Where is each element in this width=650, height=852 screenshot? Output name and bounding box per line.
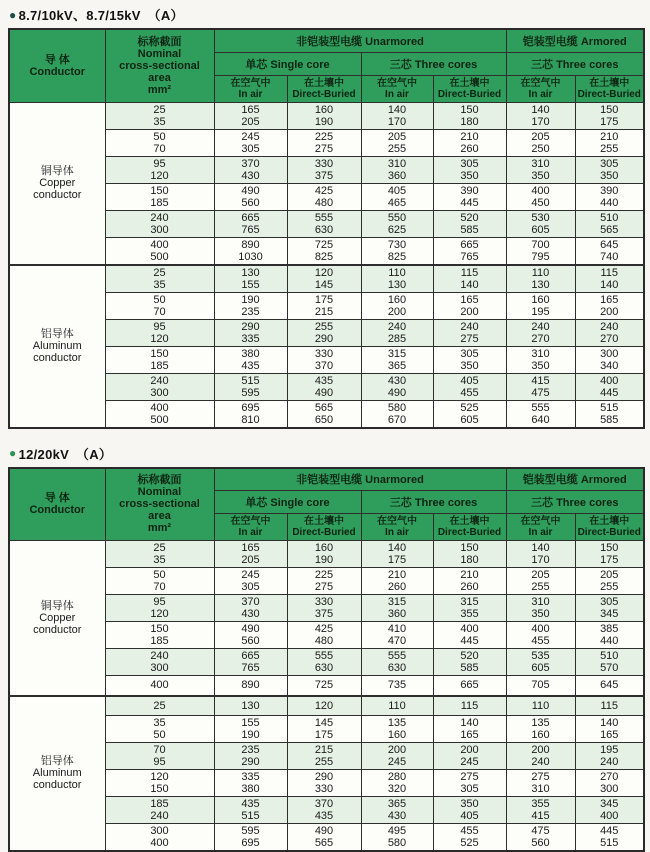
value-cell: 550 625 (361, 210, 433, 237)
value-cell: 210 260 (433, 568, 506, 595)
value-cell: 890 (214, 676, 287, 696)
size-cell: 150 185 (105, 346, 214, 373)
header-three-cores: 三芯 Three cores (361, 52, 506, 75)
value-cell: 135 160 (506, 716, 575, 743)
value-cell: 115 140 (433, 265, 506, 293)
table-row-group (9, 696, 644, 716)
value-cell: 555 640 (506, 400, 575, 428)
value-cell: 490 560 (214, 622, 287, 649)
value-cell: 370 430 (214, 595, 287, 622)
table-row-group (9, 743, 644, 770)
value-cell: 160 200 (361, 292, 433, 319)
value-cell: 150 180 (433, 541, 506, 568)
value-cell: 290 330 (287, 770, 361, 797)
table-row-group (9, 770, 644, 797)
table-row-group (9, 824, 644, 852)
value-cell: 525 605 (433, 400, 506, 428)
table-row-group (9, 716, 644, 743)
value-cell: 725 (287, 676, 361, 696)
size-cell: 25 35 (105, 265, 214, 293)
conductor-label: 铝导体 Aluminum conductor (9, 696, 105, 852)
value-cell: 190 235 (214, 292, 287, 319)
value-cell: 155 190 (214, 716, 287, 743)
value-cell: 400 450 (506, 183, 575, 210)
value-cell: 135 160 (361, 716, 433, 743)
value-cell: 310 350 (506, 156, 575, 183)
value-cell: 700 795 (506, 237, 575, 265)
header-direct-buried: 在土壤中 Direct-Buried (575, 514, 644, 541)
value-cell: 115 (575, 696, 644, 716)
value-cell: 645 (575, 676, 644, 696)
value-cell: 200 245 (361, 743, 433, 770)
value-cell: 490 565 (287, 824, 361, 852)
value-cell: 140 170 (361, 102, 433, 129)
value-cell: 300 340 (575, 346, 644, 373)
value-cell: 595 695 (214, 824, 287, 852)
value-cell: 410 470 (361, 622, 433, 649)
value-cell: 205 255 (361, 129, 433, 156)
value-cell: 445 515 (575, 824, 644, 852)
table-body (9, 102, 644, 428)
value-cell: 510 565 (575, 210, 644, 237)
value-cell: 665 765 (214, 649, 287, 676)
value-cell: 200 240 (506, 743, 575, 770)
size-cell: 300 400 (105, 824, 214, 852)
value-cell: 255 290 (287, 319, 361, 346)
value-cell: 890 1030 (214, 237, 287, 265)
header-unarmored: 非铠装型电缆 Unarmored (214, 468, 506, 491)
table-title-2 (9, 444, 643, 463)
size-cell: 185 240 (105, 797, 214, 824)
value-cell: 355 415 (506, 797, 575, 824)
value-cell: 205 255 (575, 568, 644, 595)
header-in-air: 在空气中 In air (214, 75, 287, 102)
value-cell: 140 170 (506, 102, 575, 129)
value-cell: 145 175 (287, 716, 361, 743)
header-three-cores-armored: 三芯 Three cores (506, 52, 644, 75)
value-cell: 385 440 (575, 622, 644, 649)
value-cell: 195 240 (575, 743, 644, 770)
value-cell: 435 490 (287, 373, 361, 400)
value-cell: 240 270 (575, 319, 644, 346)
value-cell: 495 580 (361, 824, 433, 852)
size-cell: 50 70 (105, 292, 214, 319)
header-unarmored: 非铠装型电缆 Unarmored (214, 29, 506, 52)
value-cell: 225 275 (287, 568, 361, 595)
value-cell: 140 175 (361, 541, 433, 568)
value-cell: 305 350 (575, 156, 644, 183)
header-direct-buried: 在土壤中 Direct-Buried (287, 514, 361, 541)
value-cell: 335 380 (214, 770, 287, 797)
value-cell: 475 560 (506, 824, 575, 852)
value-cell: 160 195 (506, 292, 575, 319)
value-cell: 535 605 (506, 649, 575, 676)
value-cell: 165 205 (214, 102, 287, 129)
value-cell: 315 360 (361, 595, 433, 622)
value-cell: 405 465 (361, 183, 433, 210)
table-header (9, 29, 644, 102)
value-cell: 280 320 (361, 770, 433, 797)
value-cell: 665 765 (214, 210, 287, 237)
value-cell: 565 650 (287, 400, 361, 428)
value-cell: 665 (433, 676, 506, 696)
value-cell: 165 205 (214, 541, 287, 568)
value-cell: 310 360 (361, 156, 433, 183)
value-cell: 310 350 (506, 346, 575, 373)
value-cell: 665 765 (433, 237, 506, 265)
value-cell: 210 260 (433, 129, 506, 156)
table-row-group (9, 292, 644, 319)
table-row-group (9, 265, 644, 293)
size-cell: 25 35 (105, 102, 214, 129)
header-in-air: 在空气中 In air (361, 514, 433, 541)
header-conductor: 导 体 Conductor (9, 29, 105, 102)
table-row-group (9, 400, 644, 428)
table-row-group (9, 102, 644, 129)
bullet-icon: ● (9, 9, 17, 21)
value-cell: 200 245 (433, 743, 506, 770)
conductor-label: 铜导体 Copper conductor (9, 541, 105, 696)
table-row-group (9, 319, 644, 346)
value-cell: 310 350 (506, 595, 575, 622)
value-cell: 140 165 (575, 716, 644, 743)
header-direct-buried: 在土壤中 Direct-Buried (575, 75, 644, 102)
table-block-2 (8, 444, 643, 852)
size-cell: 25 (105, 696, 214, 716)
value-cell: 370 430 (214, 156, 287, 183)
size-cell: 35 50 (105, 716, 214, 743)
table-header (9, 468, 644, 541)
size-cell: 150 185 (105, 622, 214, 649)
value-cell: 390 440 (575, 183, 644, 210)
value-cell: 400 445 (433, 622, 506, 649)
spacer (8, 429, 643, 442)
header-direct-buried: 在土壤中 Direct-Buried (433, 75, 506, 102)
value-cell: 115 (433, 696, 506, 716)
header-three-cores: 三芯 Three cores (361, 491, 506, 514)
value-cell: 130 (214, 696, 287, 716)
value-cell: 160 190 (287, 102, 361, 129)
size-cell: 400 (105, 676, 214, 696)
value-cell: 245 305 (214, 568, 287, 595)
size-cell: 95 120 (105, 319, 214, 346)
table-title-text: 12/20kV （A） (19, 444, 113, 463)
value-cell: 435 515 (214, 797, 287, 824)
header-armored: 铠装型电缆 Armored (506, 468, 644, 491)
value-cell: 735 (361, 676, 433, 696)
value-cell: 530 605 (506, 210, 575, 237)
value-cell: 210 255 (575, 129, 644, 156)
size-cell: 50 70 (105, 129, 214, 156)
value-cell: 425 480 (287, 622, 361, 649)
size-cell: 70 95 (105, 743, 214, 770)
value-cell: 515 595 (214, 373, 287, 400)
value-cell: 370 435 (287, 797, 361, 824)
header-in-air: 在空气中 In air (214, 514, 287, 541)
value-cell: 315 365 (361, 346, 433, 373)
value-cell: 110 (361, 696, 433, 716)
value-cell: 150 175 (575, 102, 644, 129)
size-cell: 95 120 (105, 156, 214, 183)
value-cell: 405 455 (433, 373, 506, 400)
value-cell: 390 445 (433, 183, 506, 210)
size-cell: 400 500 (105, 237, 214, 265)
value-cell: 730 825 (361, 237, 433, 265)
value-cell: 400 445 (575, 373, 644, 400)
header-row-cable-type (9, 29, 644, 52)
conductor-label: 铜导体 Copper conductor (9, 102, 105, 265)
size-cell: 240 300 (105, 649, 214, 676)
value-cell: 365 430 (361, 797, 433, 824)
value-cell: 510 570 (575, 649, 644, 676)
size-cell: 400 500 (105, 400, 214, 428)
value-cell: 140 170 (506, 541, 575, 568)
value-cell: 555 630 (287, 649, 361, 676)
table-body (9, 541, 644, 852)
value-cell: 245 305 (214, 129, 287, 156)
value-cell: 270 300 (575, 770, 644, 797)
value-cell: 210 260 (361, 568, 433, 595)
header-in-air: 在空气中 In air (506, 514, 575, 541)
header-in-air: 在空气中 In air (361, 75, 433, 102)
header-direct-buried: 在土壤中 Direct-Buried (433, 514, 506, 541)
table-row-group (9, 649, 644, 676)
header-armored: 铠装型电缆 Armored (506, 29, 644, 52)
header-area: 标称截面 Nominal cross-sectional area mm² (105, 468, 214, 541)
value-cell: 305 350 (433, 156, 506, 183)
value-cell: 430 490 (361, 373, 433, 400)
size-cell: 95 120 (105, 595, 214, 622)
value-cell: 275 305 (433, 770, 506, 797)
value-cell: 205 250 (506, 129, 575, 156)
value-cell: 110 130 (506, 265, 575, 293)
table-row-group (9, 373, 644, 400)
value-cell: 215 255 (287, 743, 361, 770)
header-area: 标称截面 Nominal cross-sectional area mm² (105, 29, 214, 102)
value-cell: 380 435 (214, 346, 287, 373)
value-cell: 305 345 (575, 595, 644, 622)
value-cell: 205 255 (506, 568, 575, 595)
size-cell: 120 150 (105, 770, 214, 797)
value-cell: 330 375 (287, 595, 361, 622)
value-cell: 725 825 (287, 237, 361, 265)
value-cell: 140 165 (433, 716, 506, 743)
value-cell: 290 335 (214, 319, 287, 346)
value-cell: 330 375 (287, 156, 361, 183)
table-row-group (9, 346, 644, 373)
value-cell: 515 585 (575, 400, 644, 428)
table-title-text: 8.7/10kV、8.7/15kV （A） (19, 5, 184, 24)
size-cell: 240 300 (105, 373, 214, 400)
value-cell: 130 155 (214, 265, 287, 293)
value-cell: 490 560 (214, 183, 287, 210)
current-ratings-table (8, 467, 645, 852)
table-row-group (9, 797, 644, 824)
value-cell: 150 180 (433, 102, 506, 129)
header-row-cable-type (9, 468, 644, 491)
value-cell: 275 310 (506, 770, 575, 797)
value-cell: 555 630 (361, 649, 433, 676)
table-row-group (9, 541, 644, 568)
value-cell: 695 810 (214, 400, 287, 428)
value-cell: 150 175 (575, 541, 644, 568)
value-cell: 240 285 (361, 319, 433, 346)
table-row-group (9, 156, 644, 183)
value-cell: 240 275 (433, 319, 506, 346)
value-cell: 645 740 (575, 237, 644, 265)
value-cell: 425 480 (287, 183, 361, 210)
value-cell: 350 405 (433, 797, 506, 824)
table-row-group (9, 676, 644, 696)
value-cell: 415 475 (506, 373, 575, 400)
header-direct-buried: 在土壤中 Direct-Buried (287, 75, 361, 102)
value-cell: 330 370 (287, 346, 361, 373)
value-cell: 225 275 (287, 129, 361, 156)
value-cell: 555 630 (287, 210, 361, 237)
header-single-core: 单芯 Single core (214, 52, 361, 75)
size-cell: 50 70 (105, 568, 214, 595)
table-row-group (9, 622, 644, 649)
value-cell: 120 145 (287, 265, 361, 293)
size-cell: 25 35 (105, 541, 214, 568)
size-cell: 150 185 (105, 183, 214, 210)
value-cell: 165 200 (575, 292, 644, 319)
value-cell: 315 355 (433, 595, 506, 622)
value-cell: 580 670 (361, 400, 433, 428)
header-conductor: 导 体 Conductor (9, 468, 105, 541)
value-cell: 110 130 (361, 265, 433, 293)
header-single-core: 单芯 Single core (214, 491, 361, 514)
value-cell: 345 400 (575, 797, 644, 824)
header-in-air: 在空气中 In air (506, 75, 575, 102)
conductor-label: 铝导体 Aluminum conductor (9, 265, 105, 428)
table-row-group (9, 237, 644, 265)
table-row-group (9, 129, 644, 156)
value-cell: 520 585 (433, 210, 506, 237)
value-cell: 705 (506, 676, 575, 696)
value-cell: 400 455 (506, 622, 575, 649)
value-cell: 110 (506, 696, 575, 716)
value-cell: 520 585 (433, 649, 506, 676)
table-row-group (9, 183, 644, 210)
value-cell: 455 525 (433, 824, 506, 852)
bullet-icon: ● (9, 447, 17, 459)
value-cell: 175 215 (287, 292, 361, 319)
table-row-group (9, 568, 644, 595)
size-cell: 240 300 (105, 210, 214, 237)
value-cell: 115 140 (575, 265, 644, 293)
value-cell: 120 (287, 696, 361, 716)
value-cell: 165 200 (433, 292, 506, 319)
value-cell: 240 270 (506, 319, 575, 346)
current-ratings-table (8, 28, 645, 429)
table-row-group (9, 210, 644, 237)
table-title-1 (9, 5, 643, 24)
table-block-1 (8, 5, 643, 429)
table-row-group (9, 595, 644, 622)
header-three-cores-armored: 三芯 Three cores (506, 491, 644, 514)
value-cell: 235 290 (214, 743, 287, 770)
value-cell: 305 350 (433, 346, 506, 373)
value-cell: 160 190 (287, 541, 361, 568)
